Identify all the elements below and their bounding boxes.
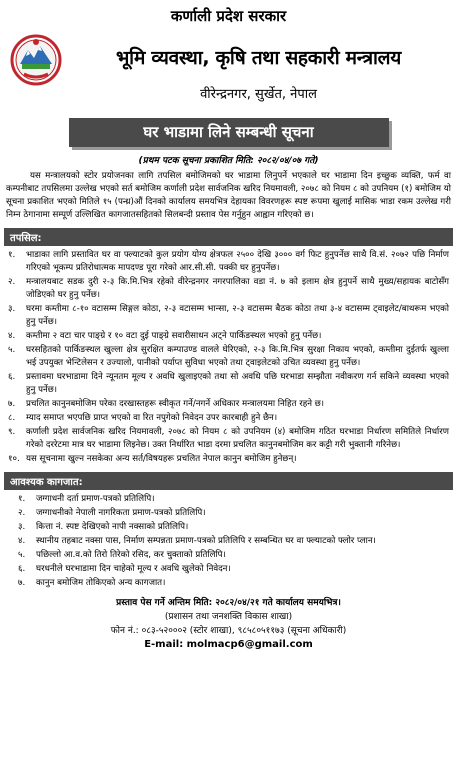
- ministry-name: भूमि व्यवस्था, कृषि तथा सहकारी मन्त्रालय: [116, 47, 401, 69]
- notice-title: घर भाडामा लिने सम्बन्धी सूचना: [69, 118, 389, 147]
- letterhead: [4, 0, 453, 108]
- intro-paragraph: यस मन्त्रालयको स्टोर प्रयोजनका लागि तपसिल बमोजिमको घर भाडामा लिनुपर्ने भएकाले घर भाडामा दिन इच्छुक व्यक्ति, फर्म वा कम्पनीबाट तपसिलमा उल्लेख भएको सर्त बमोजिम कर्णाली प्रदेश सार्वजनिक खरिद नियमावली, २०७८ को नियम ८ को उपनियम (१) बमोजिम यो सूचना प्रकाशित भएको मितिले १५ (पन्ध्र)औं दिनको कार्यालय समयभित्र देहायका विवरणहरू स्पष्ट रूपमा खुलाई मासिक भाडा रकम उल्लेख गरी निम्न ठेगानामा सम्पूर्ण उल्लिखित कागजातसहितको सिलबन्दी प्रस्ताव पेस गर्नुहुन आह्वान गरिएको छ।: [6, 171, 452, 220]
- tapsil-heading: तपसिल:: [4, 228, 453, 246]
- list-item: ९. कर्णाली प्रदेश सार्वजनिक खरिद नियमावली, २०७८ को नियम ८ को उपनियम (४) बमोजिम गठित घरभाडा निर्धारण समितिले निर्धारण गरेको दररेटमा मात्र घर भाडामा लिइनेछ। उक्त निर्धारित भाडा दरमा प्रचलित कानुनबमोजिम कर कट्टी गरी भुक्तानी गरिनेछ।: [8, 427, 449, 450]
- list-item: ६. प्रस्तावमा घरभाडामा दिने न्यूनतम मूल्य र अवधि खुलाइएको तथा सो अवधि पछि घरभाडा सम्झौता नवीकरण गर्न सकिने व्यवस्था भएको हुनु पर्नेछ।: [8, 372, 449, 395]
- list-item: ७. प्रचलित कानुनबमोजिम परेका दरखास्तहरू स्वीकृत गर्ने/नगर्ने अधिकार मन्त्रालयमा निहित रहने छ।: [8, 399, 325, 409]
- phone-numbers: फोन नं.: ०८३-५२०००२ (स्टोर शाखा), ९८५८०५११७३ (सूचना अधिकारी): [110, 626, 347, 636]
- notice-footer: [4, 596, 453, 652]
- list-item: १. भाडाका लागि प्रस्तावित घर वा फ्ल्याटको कुल प्रयोग योग्य क्षेत्रफल २५०० देखि ३००० वर्ग फिट हुनुपर्नेछ साथै वि.सं. २०७२ पछि निर्माण गरिएको भूकम्प प्रतिरोधात्मक मापदण्ड पूरा गरेको आर.सी.सी. पक्की घर हुनुपर्नेछ।: [8, 250, 449, 273]
- list-item: ५. पछिल्लो आ.व.को तिरो तिरेको रसिद, कर चुक्ताको प्रतिलिपि।: [18, 550, 226, 560]
- branch-name: (प्रशासन तथा जनशक्ति विकास शाखा): [164, 612, 293, 622]
- submission-deadline: प्रस्ताव पेस गर्ने अन्तिम मिति: २०८२/०४/२१ गते कार्यालय समयभित्र।: [116, 598, 341, 608]
- email-address: E-mail: molmacp6@gmail.com: [144, 639, 313, 650]
- ministry-address: वीरेन्द्रनगर, सुर्खेत, नेपाल: [200, 87, 317, 102]
- first-published-date: (प्रथम पटक सूचना प्रकाशित मिति: २०८२/०४/०७ गते): [138, 156, 319, 166]
- list-item: ४. कम्तीमा २ वटा चार पाङ्ग्रे र १० वटा दुई पाङ्ग्रे सवारीसाधन अट्ने पार्किङस्थल भएको हुनु पर्नेछ।: [8, 331, 322, 341]
- documents-list: [4, 490, 453, 590]
- list-item: १०. यस सूचनामा खुल्न नसकेका अन्य सर्त/विषयहरू प्रचलित नेपाल कानुन बमोजिम हुनेछन्।: [8, 454, 297, 464]
- nepal-emblem-icon: [10, 34, 62, 86]
- government-name: कर्णाली प्रदेश सरकार: [170, 7, 287, 25]
- list-item: २. जग्गाधनीको नेपाली नागरिकता प्रमाण-पत्रको प्रतिलिपि।: [18, 508, 206, 518]
- list-item: १. जग्गाधनी दर्ता प्रमाण-पत्रको प्रतिलिपि।: [18, 494, 155, 504]
- list-item: ३. कित्ता नं. स्पष्ट देखिएको नापी नक्साको प्रतिलिपि।: [18, 522, 189, 532]
- list-item: ४. स्थानीय तहबाट नक्सा पास, निर्माण सम्पन्नता प्रमाण-पत्रको प्रतिलिपि र सम्बन्धित घर वा फ्ल्याटको फ्लोर प्लान।: [18, 536, 376, 546]
- documents-heading: आवश्यक कागजात:: [4, 472, 453, 490]
- list-item: २. मन्त्रालयबाट सडक दुरी २-३ कि.मि.भित्र रहेको वीरेन्द्रनगर नगरपालिका वडा नं. ७ को इलाम क्षेत्र हुनुपर्ने साथै मुख्य/सहायक बाटोसँग जोडिएको घर हुनु पर्नेछ।: [8, 277, 449, 300]
- list-item: ८. म्याद समाप्त भएपछि प्राप्त भएको वा रित नपुगेको निवेदन उपर कारबाही हुने छैन।: [8, 413, 278, 423]
- list-item: ६. घरधनीले घरभाडामा दिन चाहेको मूल्य र अवधि खुलेको निवेदन।: [18, 564, 231, 574]
- list-item: ३. घरमा कम्तीमा ८-१० वटासम्म सिङ्गल कोठा, २-३ वटासम्म भान्सा, २-३ वटासम्म बैठक कोठा तथा ३-४ वटासम्म ट्वाइलेट/बाथरूम भएको हुनु पर्नेछ।: [8, 304, 449, 327]
- list-item: ७. कानुन बमोजिम तोकिएको अन्य कागजात।: [18, 578, 166, 588]
- list-item: ५. घरसहितको पार्किङस्थल खुल्ला क्षेत्र सुरक्षित कम्पाउण्ड वालले घेरिएको, २-३ कि.मि.भित्र सुरक्षा निकाय भएको, कम्तीमा दुईतर्फ खुल्ला भई उपयुक्त भेन्टिलेसन र उज्यालो, पानीको पर्याप्त सुविधा भएको तथा ट्वाइलेटको उचित व्यवस्था हुनु पर्नेछ।: [8, 345, 449, 368]
- tapsil-list: [4, 246, 453, 466]
